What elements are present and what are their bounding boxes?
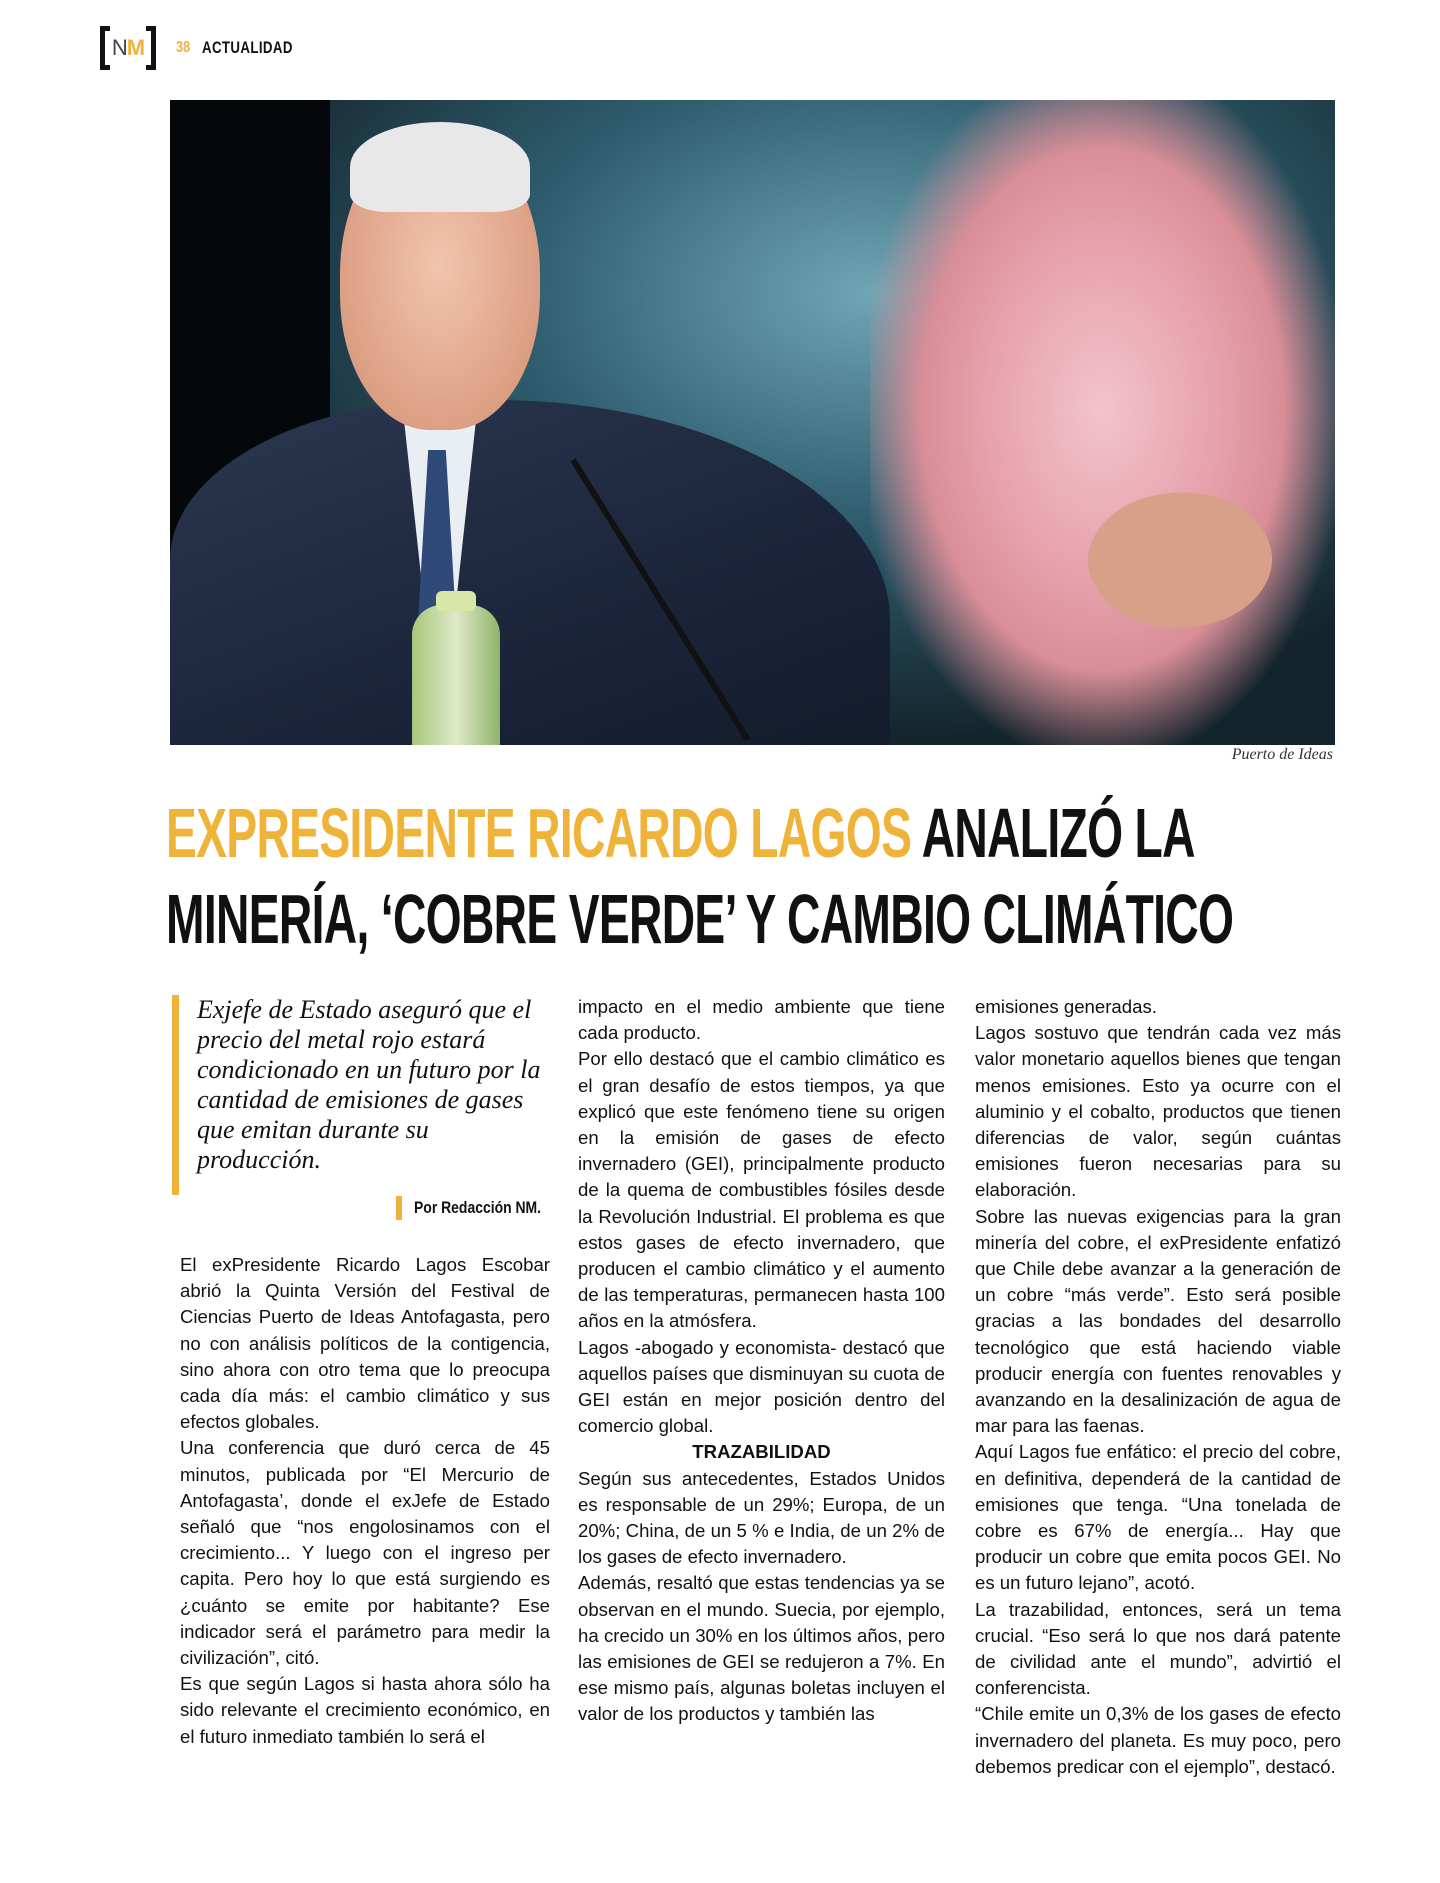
logo-letters [110,35,146,61]
page-header [100,26,318,70]
lead-quote [172,995,552,1195]
article-photo [170,100,1335,745]
speaker-suit [170,400,890,745]
logo-n: N [111,35,127,60]
paragraph: Según sus antecedentes, Estados Unidos es responsable de un 29%; Europa, de un 20%; China, de un 5 % e India, de un 2% de los gases de efecto invernadero. [578,1467,945,1568]
logo-left-bracket [100,26,110,70]
paragraph: El exPresidente Ricardo Lagos Escobar abrió la Quinta Versión del Festival de Ciencias Puerto de Ideas Antofagasta, pero no con análisis políticos de la contigencia, sino ahora con otro tema que lo preocupa cada día más: el cambio climático y sus efectos globales. [180,1254,550,1433]
lead-text: Exjefe de Estado aseguró que el precio del metal rojo estará condicionado en un futuro por la cantidad de emisiones de gases que emitan durante su producción. [197,995,541,1174]
paragraph: Aquí Lagos fue enfático: el precio del cobre, en definitiva, dependerá de la cantidad de emisiones que tenga. “Una tonelada de cobre es 67% de energía... Hay que producir un cobre que emita pocos GEI. No es un futuro lejano”, acotó. [975,1441,1341,1594]
paragraph: Por ello destacó que el cambio climático es el gran desafío de estos tiempos, ya que explicó que este fenómeno tiene su origen en la emisión de gases de efecto invernadero (GEI), principalmente producto de la quema de combustibles fósiles desde la Revolución Industrial. El problema es que estos gases de efecto invernadero, que producen el cambio climático y el aumento de las temperaturas, permanecen hasta 100 años en la atmósfera. [578,1048,945,1332]
body-column-2 [578,994,945,1728]
photo-caption: Puerto de Ideas [1231,746,1333,763]
speaker-hair [350,122,530,212]
byline [396,1195,569,1221]
paragraph: emisiones generadas. [975,996,1157,1017]
nm-logo [100,26,156,70]
body-column-1 [180,1252,550,1750]
paragraph: Sobre las nuevas exigencias para la gran minería del cobre, el exPresidente enfatizó que Chile debe avanzar a la generación de un cobre “más verde”. Esto será posible gracias a las bondades del desarrollo tecnológico que está haciendo viable producir energía con fuentes renovables y avanzando en la desalinización de agua de mar para las faenas. [975,1205,1341,1437]
paragraph: La trazabilidad, entonces, será un tema crucial. “Eso será lo que nos dará patente de civilidad ante el mundo”, advirtió el conferencista. [975,1598,1341,1699]
paragraph: Es que según Lagos si hasta ahora sólo ha sido relevante el crecimiento económico, en el futuro inmediato también lo será el [180,1673,550,1747]
logo-m: M [126,35,145,60]
projected-face [870,100,1335,745]
headline-dark-1: ANALIZÓ LA [911,794,1195,872]
paragraph: Además, resaltó que estas tendencias ya se observan en el mundo. Suecia, por ejemplo, ha crecido un 30% en los últimos años, pero las emisiones de GEI se redujeron a 7%. En ese mismo país, algunas boletas incluyen el valor de los productos y también las [578,1572,945,1725]
body-column-3 [975,994,1341,1780]
byline-text: Por Redacción NM. [414,1198,542,1217]
section-label: ACTUALIDAD [201,38,293,57]
paragraph: impacto en el medio ambiente que tiene cada producto. [578,996,945,1044]
page-number: 38 [176,39,191,56]
paragraph: Una conferencia que duró cerca de 45 minutos, publicada por “El Mercurio de Antofagasta’, donde el exJefe de Estado señaló que “nos engolosinamos con el crecimiento... Y luego con el ingreso per capita. Pero hoy lo que está surgiendo es ¿cuánto se emite por habitante? Ese indicador será el parámetro para medir la civilización”, citó. [180,1437,550,1669]
water-bottle [412,605,500,745]
logo-right-bracket [146,26,156,70]
section-subhead: TRAZABILIDAD [692,1441,831,1463]
headline-gold: EXPRESIDENTE RICARDO LAGOS [166,794,912,872]
headline-line-1 [166,790,1195,876]
headline-line-2: MINERÍA, ‘COBRE VERDE’ Y CAMBIO CLIMÁTICO [166,880,1234,958]
byline-bar [396,1196,402,1220]
article-headline [166,790,1306,962]
paragraph: Lagos -abogado y economista- destacó que aquellos países que disminuyan su cuota de GEI están en mejor posición dentro del comercio global. [578,1336,945,1437]
paragraph: Lagos sostuvo que tendrán cada vez más valor monetario aquellos bienes que tengan menos emisiones. Esto ya ocurre con el aluminio y el cobalto, productos que tienen diferencias de valor, según cuántas emisiones fueron necesarias para su elaboración. [975,1022,1341,1201]
bottle-cap [436,591,476,611]
paragraph: “Chile emite un 0,3% de los gases de efecto invernadero del planeta. Es muy poco, pero debemos predicar con el ejemplo”, destacó. [975,1703,1341,1777]
